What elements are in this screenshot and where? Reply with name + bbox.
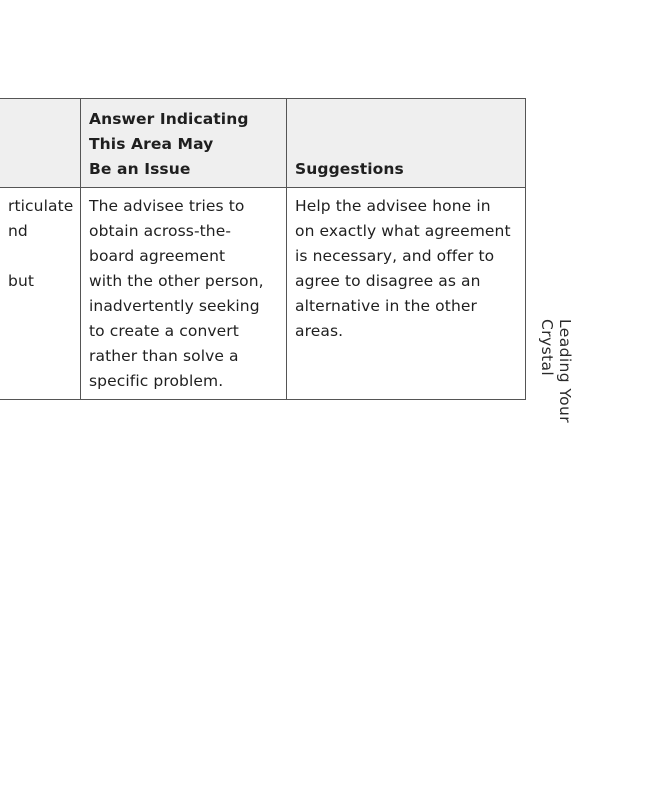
table-header-row [0,99,526,188]
cell-line: agree to disagree as an [295,272,481,290]
cell-line: specific problem. [89,372,224,390]
cell-line: areas. [295,322,344,340]
header-suggestions [287,99,526,188]
cell-line: alternative in the other [295,297,477,315]
header-answer-indicating-issue [81,99,287,188]
cell-line [8,244,72,269]
issue-table [0,98,526,400]
cell-line: with the other person, [89,272,264,290]
cell-line: board agreement [89,247,226,265]
issue-table-container [0,98,525,400]
running-side-title: Leading Your Crystal [538,319,574,424]
header-line: Be an Issue [89,160,191,178]
cell-cut-column [0,188,81,400]
cell-line: is necessary, and offer to [295,247,495,265]
cell-line: Help the advisee hone in [295,197,491,215]
cell-line: to create a convert [89,322,239,340]
cell-line: but [8,272,35,290]
cell-line: The advisee tries to [89,197,245,215]
header-line: This Area May [89,135,214,153]
cell-line: rticulate [8,197,74,215]
cell-line: on exactly what agreement [295,222,511,240]
table-row [0,188,526,400]
cell-line: rather than solve a [89,347,239,365]
cell-line: inadvertently seeking [89,297,260,315]
cell-suggestions [287,188,526,400]
header-cut-column [0,99,81,188]
cell-line: nd [8,222,28,240]
header-line: Suggestions [295,160,404,178]
header-line: Answer Indicating [89,110,249,128]
cell-line: obtain across-the- [89,222,232,240]
cell-answer-indicating-issue [81,188,287,400]
